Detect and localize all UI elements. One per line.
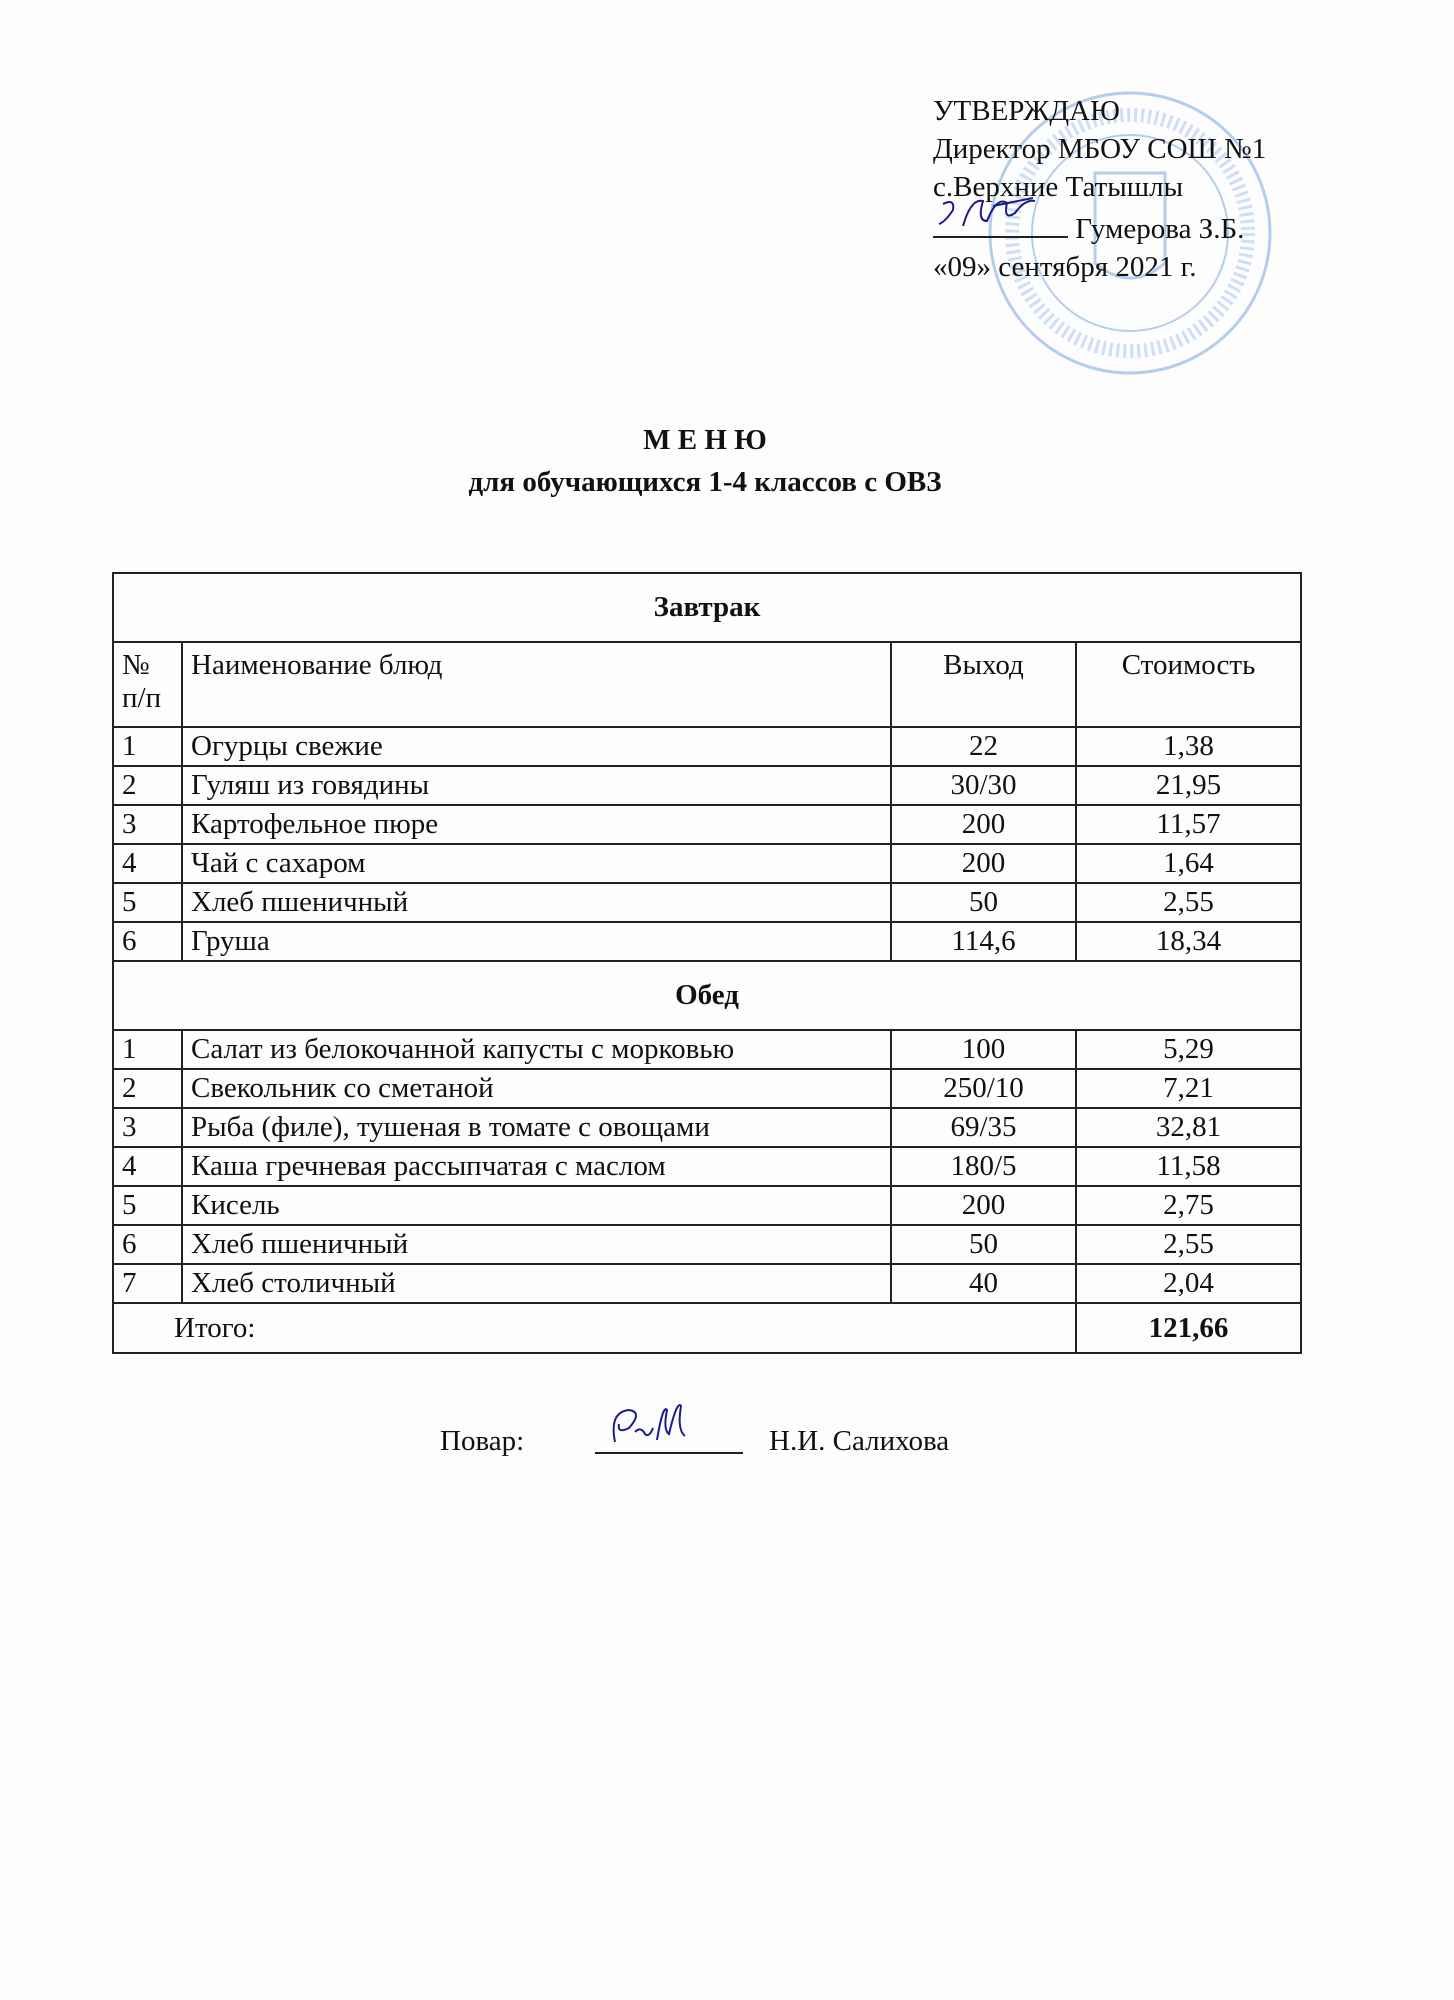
dish-yield: 114,6: [891, 922, 1076, 961]
header-num: № п/п: [113, 642, 182, 727]
approval-date: «09» сентября 2021 г.: [933, 251, 1197, 283]
dish-name: Кисель: [182, 1186, 891, 1225]
cook-label: Повар:: [440, 1425, 525, 1457]
row-num: 1: [113, 1030, 182, 1069]
section-row-lunch: [113, 961, 1301, 1030]
director-name: Гумерова З.Б.: [1075, 213, 1245, 245]
table-row: [113, 1147, 1301, 1186]
dish-yield: 50: [891, 1225, 1076, 1264]
row-num: 2: [113, 766, 182, 805]
dish-yield: 40: [891, 1264, 1076, 1303]
table-row: [113, 1225, 1301, 1264]
approval-place: с.Верхние Татышлы: [933, 171, 1184, 203]
table-row: [113, 1186, 1301, 1225]
table-row: [113, 805, 1301, 844]
row-num: 6: [113, 922, 182, 961]
table-row: [113, 922, 1301, 961]
row-num: 1: [113, 727, 182, 766]
dish-name: Гуляш из говядины: [182, 766, 891, 805]
row-num: 3: [113, 805, 182, 844]
dish-cost: 7,21: [1076, 1069, 1301, 1108]
page-title: М Е Н Ю: [643, 424, 767, 456]
dish-name: Чай с сахаром: [182, 844, 891, 883]
table-header-row: [113, 642, 1301, 727]
dish-yield: 30/30: [891, 766, 1076, 805]
dish-name: Рыба (филе), тушеная в томате с овощами: [182, 1108, 891, 1147]
dish-name: Свекольник со сметаной: [182, 1069, 891, 1108]
dish-yield: 200: [891, 805, 1076, 844]
dish-cost: 2,04: [1076, 1264, 1301, 1303]
dish-name: Салат из белокочанной капусты с морковью: [182, 1030, 891, 1069]
table-row: [113, 766, 1301, 805]
section-title: Завтрак: [113, 573, 1301, 642]
dish-yield: 180/5: [891, 1147, 1076, 1186]
dish-cost: 18,34: [1076, 922, 1301, 961]
table-row: [113, 883, 1301, 922]
dish-cost: 1,64: [1076, 844, 1301, 883]
dish-name: Груша: [182, 922, 891, 961]
approval-heading: УТВЕРЖДАЮ: [933, 95, 1120, 127]
table-row: [113, 1108, 1301, 1147]
dish-cost: 11,58: [1076, 1147, 1301, 1186]
dish-yield: 50: [891, 883, 1076, 922]
row-num: 5: [113, 883, 182, 922]
cook-name: Н.И. Салихова: [769, 1425, 950, 1457]
director-signature: [933, 206, 1068, 238]
table-row: [113, 844, 1301, 883]
dish-name: Хлеб столичный: [182, 1264, 891, 1303]
dish-name: Каша гречневая рассыпчатая с маслом: [182, 1147, 891, 1186]
header-yield: Выход: [891, 642, 1076, 727]
total-label: Итого:: [113, 1303, 1076, 1353]
header-cost: Стоимость: [1076, 642, 1301, 727]
dish-yield: 69/35: [891, 1108, 1076, 1147]
table-row: [113, 1030, 1301, 1069]
dish-cost: 2,55: [1076, 1225, 1301, 1264]
dish-cost: 1,38: [1076, 727, 1301, 766]
header-name: Наименование блюд: [182, 642, 891, 727]
dish-cost: 11,57: [1076, 805, 1301, 844]
total-row: [113, 1303, 1301, 1353]
dish-name: Хлеб пшеничный: [182, 1225, 891, 1264]
dish-yield: 100: [891, 1030, 1076, 1069]
total-value: 121,66: [1076, 1303, 1301, 1353]
approval-position: Директор МБОУ СОШ №1: [933, 133, 1267, 165]
dish-name: Хлеб пшеничный: [182, 883, 891, 922]
dish-cost: 21,95: [1076, 766, 1301, 805]
page-subtitle: для обучающихся 1-4 классов с ОВЗ: [468, 466, 942, 498]
dish-yield: 200: [891, 844, 1076, 883]
row-num: 4: [113, 844, 182, 883]
row-num: 3: [113, 1108, 182, 1147]
table-row: [113, 727, 1301, 766]
menu-table: [112, 572, 1302, 1354]
dish-yield: 200: [891, 1186, 1076, 1225]
table-row: [113, 1069, 1301, 1108]
section-title: Обед: [113, 961, 1301, 1030]
row-num: 7: [113, 1264, 182, 1303]
table-row: [113, 1264, 1301, 1303]
row-num: 2: [113, 1069, 182, 1108]
dish-yield: 22: [891, 727, 1076, 766]
dish-cost: 2,75: [1076, 1186, 1301, 1225]
row-num: 5: [113, 1186, 182, 1225]
row-num: 4: [113, 1147, 182, 1186]
cook-signature: [595, 1402, 743, 1454]
dish-cost: 32,81: [1076, 1108, 1301, 1147]
dish-name: Огурцы свежие: [182, 727, 891, 766]
dish-cost: 2,55: [1076, 883, 1301, 922]
dish-name: Картофельное пюре: [182, 805, 891, 844]
approval-block: [933, 92, 1266, 286]
dish-yield: 250/10: [891, 1069, 1076, 1108]
dish-cost: 5,29: [1076, 1030, 1301, 1069]
section-row-breakfast: [113, 573, 1301, 642]
row-num: 6: [113, 1225, 182, 1264]
